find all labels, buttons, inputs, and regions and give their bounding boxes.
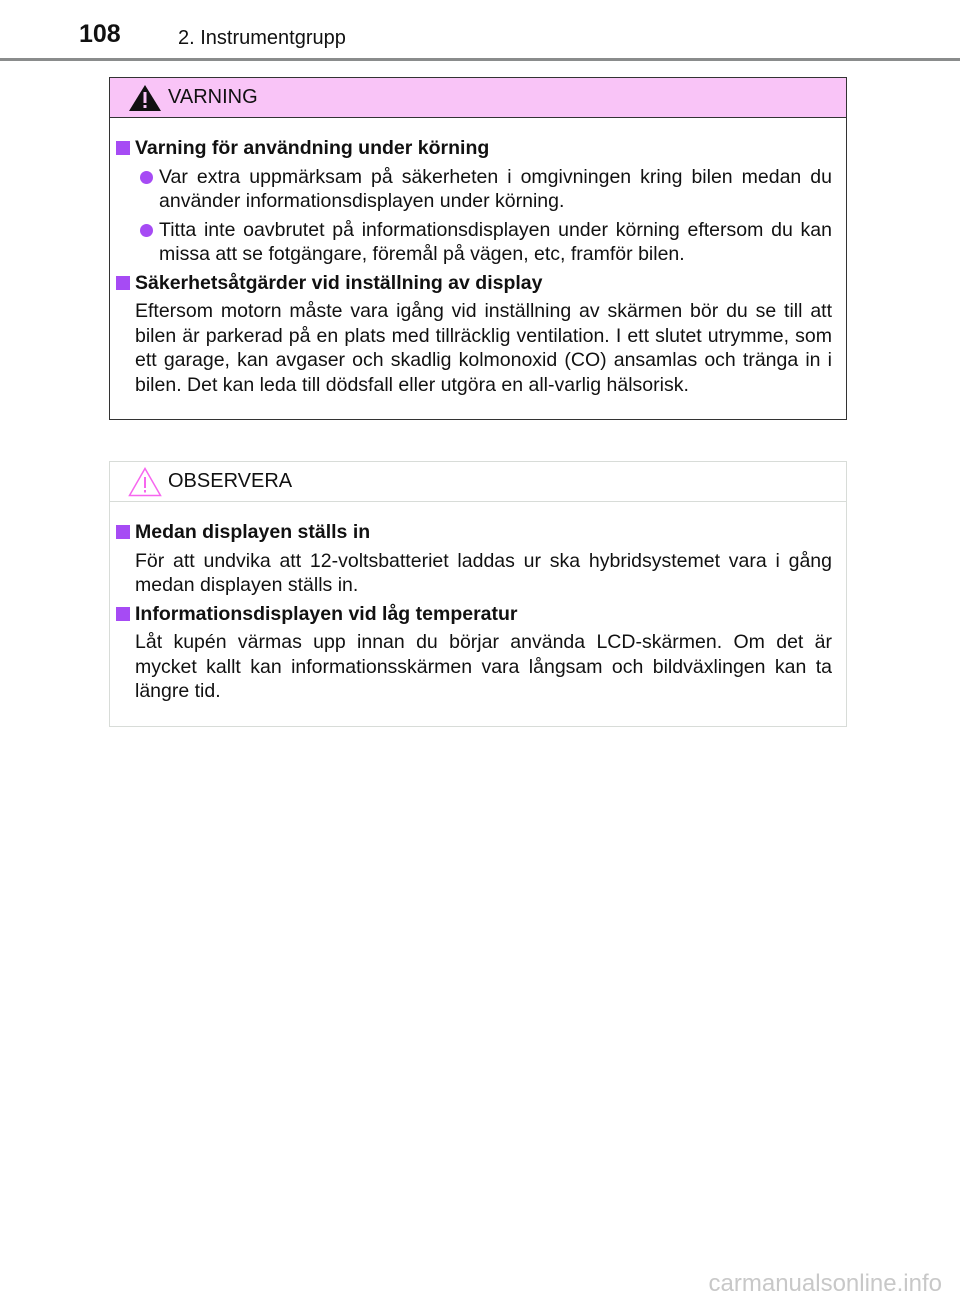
paragraph: Eftersom motorn måste vara igång vid inställning av skärmen bör du se till att bilen är parkerad på en plats med tillräcklig ventilation. I ett slutet utrymme, som ett garage, kan avgaser och skadlig kolmonoxid (CO) ansamlas och tränga in i bilen. Det kan leda till dödsfall eller utgöra en all-varlig hälsorisk. xyxy=(135,300,832,396)
warning-box xyxy=(109,77,847,420)
page-number: 108 xyxy=(79,20,121,48)
list-item: Var extra uppmärksam på säkerheten i omgivningen kring bilen medan du använder informationsdisplayen under körning. xyxy=(116,165,832,214)
section-heading: Varning för användning under körning xyxy=(116,136,832,161)
watermark: carmanualsonline.info xyxy=(708,1270,942,1297)
section-heading: Medan displayen ställs in xyxy=(116,520,832,545)
notice-title: OBSERVERA xyxy=(168,470,293,492)
warning-title: VARNING xyxy=(168,86,258,108)
list-item: Titta inte oavbrutet på informationsdisplayen under körning eftersom du kan missa att se fotgängare, föremål på vägen, etc, framför bilen. xyxy=(116,218,832,267)
bullet-dot-icon xyxy=(140,224,153,237)
notice-header xyxy=(110,462,846,502)
header-rule xyxy=(0,58,960,61)
paragraph: Låt kupén värmas upp innan du börjar använda LCD-skärmen. Om det är mycket kallt kan informationsskärmen vara långsam och bildväxlingen kan ta längre tid. xyxy=(135,631,832,702)
paragraph: För att undvika att 12-voltsbatteriet laddas ur ska hybridsystemet vara i gång medan displayen ställs in. xyxy=(135,549,832,596)
square-bullet-icon xyxy=(116,607,130,621)
warning-header xyxy=(110,78,846,118)
section-heading: Informationsdisplayen vid låg temperatur xyxy=(116,602,832,627)
square-bullet-icon xyxy=(116,525,130,539)
section-heading: Säkerhetsåtgärder vid inställning av display xyxy=(116,271,832,296)
caution-triangle-icon xyxy=(128,467,162,497)
notice-box xyxy=(109,461,847,727)
square-bullet-icon xyxy=(116,141,130,155)
warning-triangle-icon xyxy=(128,84,162,112)
square-bullet-icon xyxy=(116,276,130,290)
bullet-dot-icon xyxy=(140,171,153,184)
chapter-title: 2. Instrumentgrupp xyxy=(178,27,346,49)
